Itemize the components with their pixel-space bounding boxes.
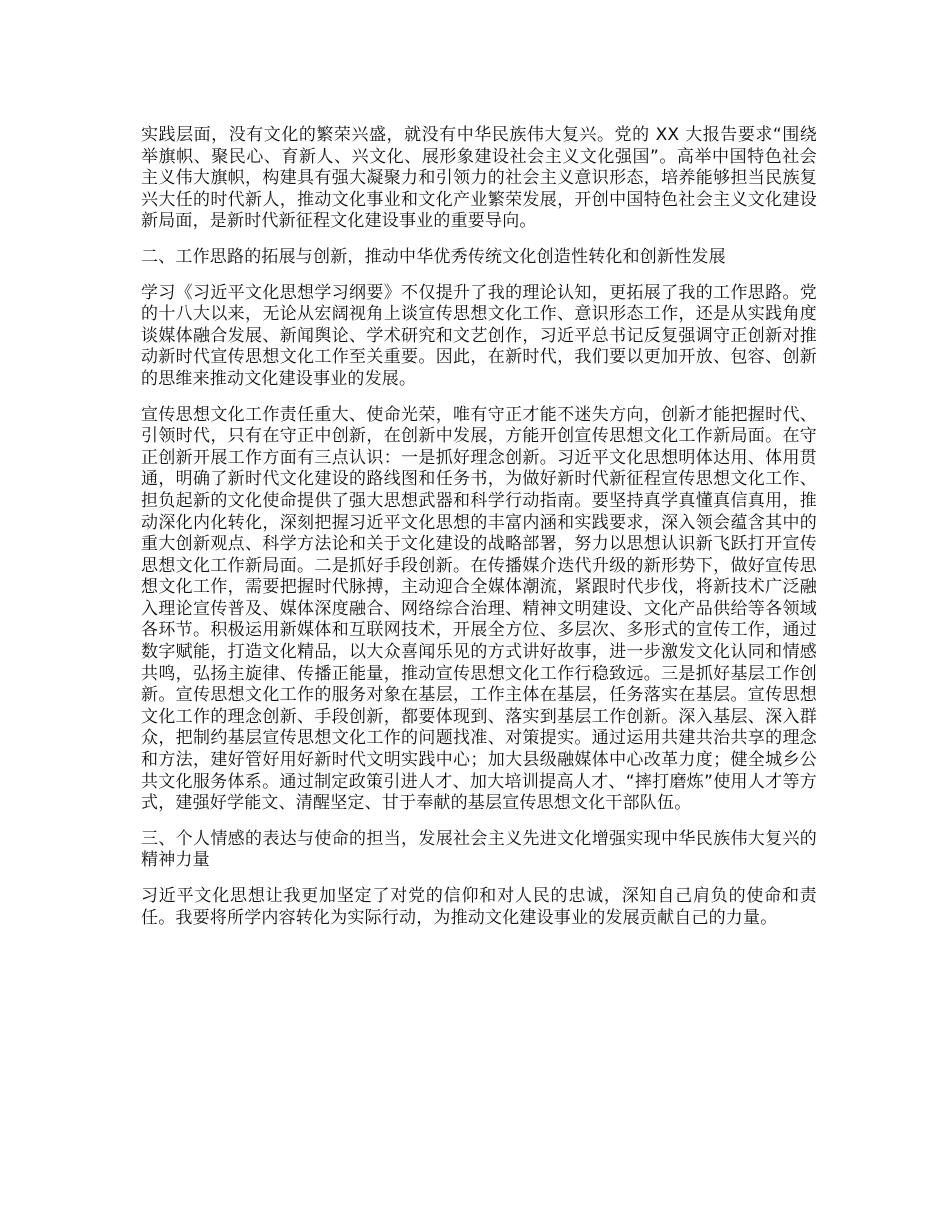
paragraph-study: 学习《习近平文化思想学习纲要》不仅提升了我的理论认知，更拓展了我的工作思路。党的十八大以来，无论从宏阔视角上谈宣传思想文化工作、意识形态工作，还是从实践角度谈媒体融合发展、新闻舆论、学术研究和文艺创作，习近平总书记反复强调守正创新对推动新时代宣传思想文化工作至关重要。因此，在新时代，我们要以更加开放、包容、创新的思维来推动文化建设事业的发展。 xyxy=(141,282,817,389)
paragraph-intro: 实践层面，没有文化的繁荣兴盛，就没有中华民族伟大复兴。党的 XX 大报告要求“围绕举旗帜、聚民心、育新人、兴文化、展形象建设社会主义文化强国”。高举中国特色社会主义伟大旗帜，构建具有强大凝聚力和引领力的社会主义意识形态，培养能够担当民族复兴大任的时代新人，推动文化事业和文化产业繁荣发展，开创中国特色社会主义文化建设新局面，是新时代新征程文化建设事业的重要导向。 xyxy=(141,125,817,232)
section-heading-2: 二、工作思路的拓展与创新，推动中华优秀传统文化创造性转化和创新性发展 xyxy=(141,246,726,267)
paragraph-conclusion: 习近平文化思想让我更加坚定了对党的信仰和对人民的忠诚，深知自己肩负的使命和责任。我要将所学内容转化为实际行动，为推动文化建设事业的发展贡献自己的力量。 xyxy=(141,886,817,928)
document-body xyxy=(141,125,817,943)
section-heading-3: 三、个人情感的表达与使命的担当，发展社会主义先进文化增强实现中华民族伟大复兴的精神力量 xyxy=(141,828,817,871)
paragraph-innovation: 宣传思想文化工作责任重大、使命光荣，唯有守正才能不迷失方向，创新才能把握时代、引领时代，只有在守正中创新，在创新中发展，方能开创宣传思想文化工作新局面。在守正创新开展工作方面有三点认识：一是抓好理念创新。习近平文化思想明体达用、体用贯通，明确了新时代文化建设的路线图和任务书，为做好新时代新征程宣传思想文化工作、担负起新的文化使命提供了强大思想武器和科学行动指南。要坚持真学真懂真信真用，推动深化内化转化，深刻把握习近平文化思想的丰富内涵和实践要求，深入领会蕴含其中的重大创新观点、科学方法论和关于文化建设的战略部署，努力以思想认识新飞跃打开宣传思想文化工作新局面。二是抓好手段创新。在传播媒介迭代升级的新形势下，做好宣传思想文化工作，需要把握时代脉搏，主动迎合全媒体潮流，紧跟时代步伐，将新技术广泛融入理论宣传普及、媒体深度融合、网络综合治理、精神文明建设、文化产品供给等各领域各环节。积极运用新媒体和互联网技术，开展全方位、多层次、多形式的宣传工作，通过数字赋能，打造文化精品，以大众喜闻乐见的方式讲好故事，进一步激发文化认同和情感共鸣，弘扬主旋律、传播正能量，推动宣传思想文化工作行稳致远。三是抓好基层工作创新。宣传思想文化工作的服务对象在基层，工作主体在基层，任务落实在基层。宣传思想文化工作的理念创新、手段创新，都要体现到、落实到基层工作创新。深入基层、深入群众，把制约基层宣传思想文化工作的问题找准、对策提实。通过运用共建共治共享的理念和方法，建好管好用好新时代文明实践中心；加大县级融媒体中心改革力度；健全城乡公共文化服务体系。通过制定政策引进人才、加大培训提高人才、“摔打磨炼”使用人才等方式，建强好学能文、清醒坚定、甘于奉献的基层宣传思想文化干部队伍。 xyxy=(141,404,817,814)
